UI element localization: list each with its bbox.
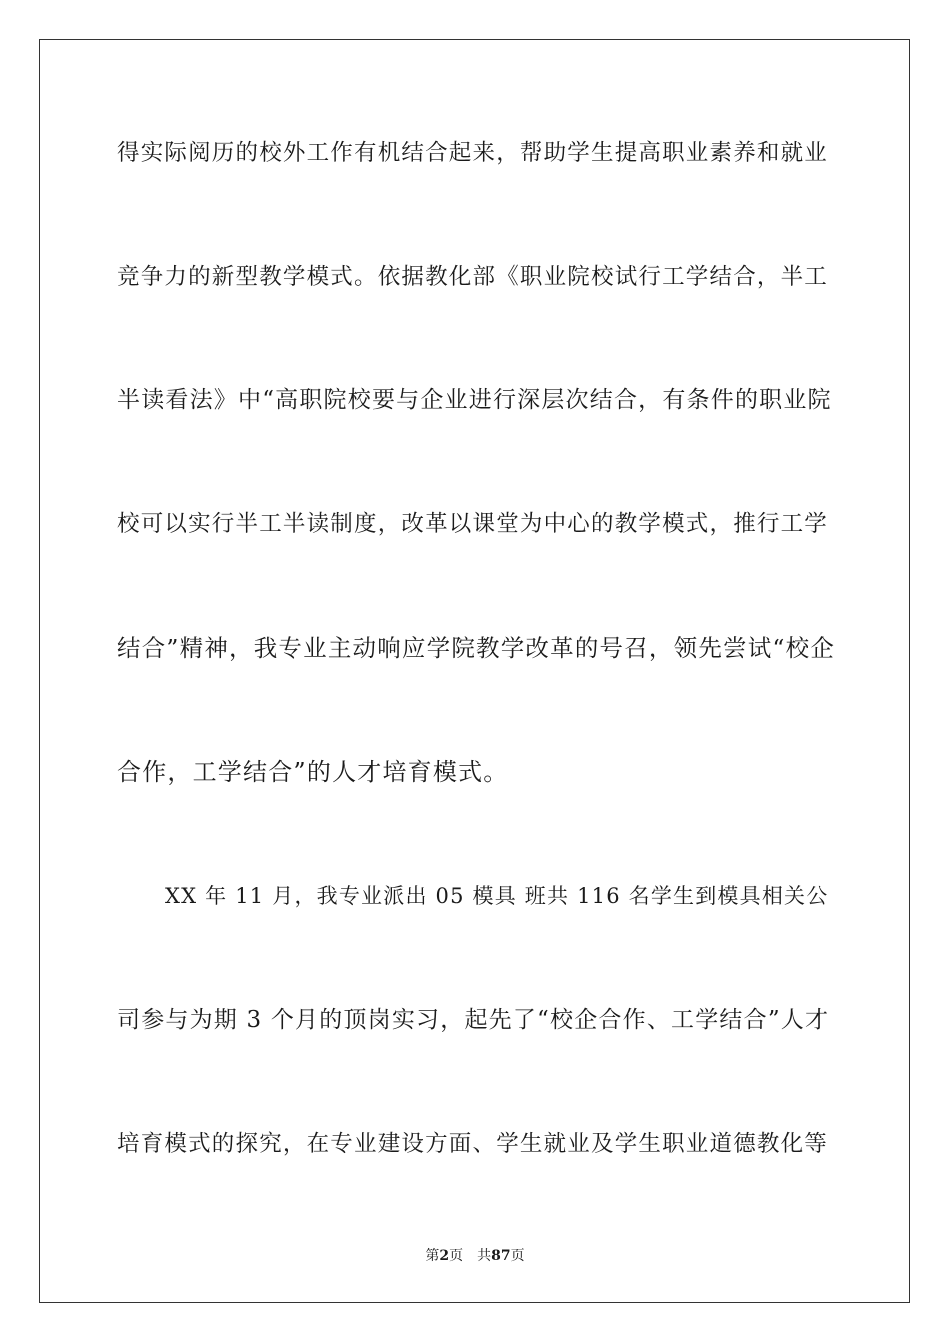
text-line-7: XX 年 11 月，我专业派出 05 模具 班共 116 名学生到模具相关公 xyxy=(165,884,829,908)
text-line-5: 结合”精神，我专业主动响应学院教学改革的号召，领先尝试“校企 xyxy=(117,634,836,662)
text-line-3: 半读看法》中“高职院校要与企业进行深层次结合，有条件的职业院 xyxy=(117,387,832,413)
text-line-2: 竞争力的新型教学模式。依据教化部《职业院校试行工学结合，半工 xyxy=(117,264,829,290)
total-suffix: 页 xyxy=(510,1248,525,1264)
page-border xyxy=(39,39,910,1303)
text-line-4: 校可以实行半工半读制度，改革以课堂为中心的教学模式，推行工学 xyxy=(117,511,829,537)
total-prefix: 共 xyxy=(477,1248,492,1264)
text-line-1: 得实际阅历的校外工作有机结合起来，帮助学生提高职业素养和就业 xyxy=(117,140,829,166)
page-footer xyxy=(0,1247,950,1265)
text-line-8: 司参与为期 3 个月的顶岗实习，起先了“校企合作、工学结合”人才 xyxy=(117,1007,830,1033)
text-line-6: 合作，工学结合”的人才培育模式。 xyxy=(117,758,509,786)
page-number: 2 xyxy=(439,1248,450,1264)
page-suffix: 页 xyxy=(449,1248,464,1264)
page-prefix: 第 xyxy=(425,1248,440,1264)
total-pages: 87 xyxy=(491,1248,511,1264)
text-line-9: 培育模式的探究，在专业建设方面、学生就业及学生职业道德教化等 xyxy=(117,1131,829,1157)
